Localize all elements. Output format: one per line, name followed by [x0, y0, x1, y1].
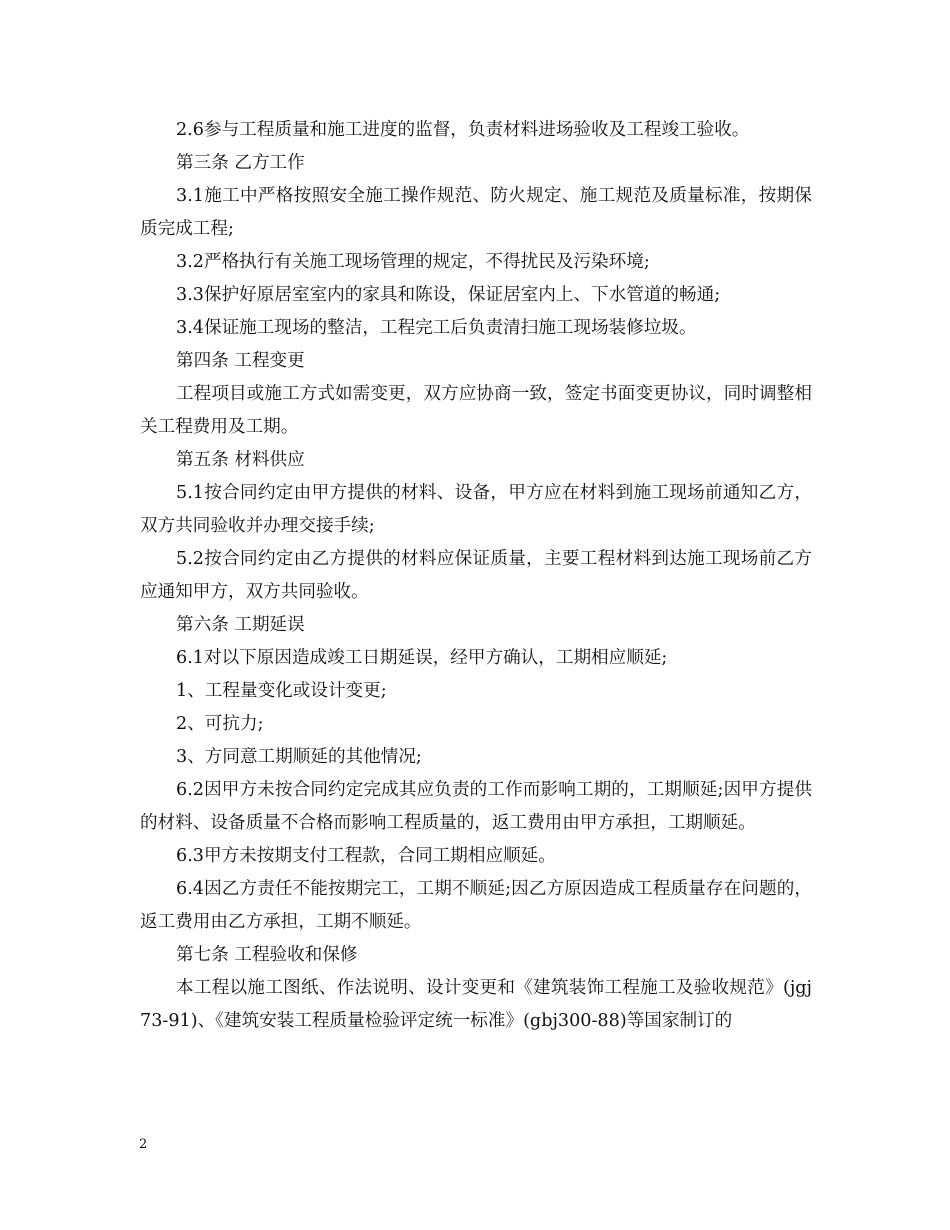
list-item-3: 3、方同意工期顺延的其他情况;	[176, 747, 422, 767]
article-5-heading: 第五条 材料供应	[176, 450, 305, 470]
article-7-heading: 第七条 工程验收和保修	[176, 945, 358, 965]
list-item-2: 2、可抗力;	[176, 714, 264, 734]
document-body	[140, 114, 812, 1038]
paragraph-7-body: 本工程以施工图纸、作法说明、设计变更和《建筑装饰工程施工及验收规范》(jgj73-91)、《建筑安装工程质量检验评定统一标准》(gbj300-88)等国家制订的	[140, 978, 812, 1031]
paragraph-3-2: 3.2严格执行有关施工现场管理的规定，不得扰民及污染环境;	[176, 252, 650, 272]
page-number: 2	[139, 1137, 148, 1152]
article-3-heading: 第三条 乙方工作	[176, 153, 305, 173]
paragraph-3-3: 3.3保护好原居室室内的家具和陈设，保证居室内上、下水管道的畅通;	[176, 285, 721, 305]
paragraph-6-2: 6.2因甲方未按合同约定完成其应负责的工作而影响工期的，工期顺延;因甲方提供的材料、设备质量不合格而影响工程质量的，返工费用由甲方承担，工期顺延。	[140, 780, 812, 833]
paragraph-6-4: 6.4因乙方责任不能按期完工，工期不顺延;因乙方原因造成工程质量存在问题的，返工费用由乙方承担，工期不顺延。	[140, 879, 812, 932]
paragraph-3-4: 3.4保证施工现场的整洁，工程完工后负责清扫施工现场装修垃圾。	[176, 318, 697, 338]
paragraph-3-1: 3.1施工中严格按照安全施工操作规范、防火规定、施工规范及质量标准，按期保质完成工程;	[140, 186, 812, 239]
paragraph-5-1: 5.1按合同约定由甲方提供的材料、设备，甲方应在材料到施工现场前通知乙方，双方共同验收并办理交接手续;	[140, 483, 812, 536]
paragraph-6-3: 6.3甲方未按期支付工程款，合同工期相应顺延。	[176, 846, 556, 866]
paragraph-4-body: 工程项目或施工方式如需变更，双方应协商一致，签定书面变更协议，同时调整相关工程费用及工期。	[140, 384, 812, 437]
paragraph-6-1: 6.1对以下原因造成竣工日期延误，经甲方确认，工期相应顺延;	[176, 648, 668, 668]
paragraph-2-6: 2.6参与工程质量和施工进度的监督，负责材料进场验收及工程竣工验收。	[176, 120, 750, 140]
list-item-1: 1、工程量变化或设计变更;	[176, 681, 387, 701]
article-6-heading: 第六条 工期延误	[176, 615, 305, 635]
article-4-heading: 第四条 工程变更	[176, 351, 305, 371]
paragraph-5-2: 5.2按合同约定由乙方提供的材料应保证质量，主要工程材料到达施工现场前乙方应通知甲方，双方共同验收。	[140, 549, 812, 602]
